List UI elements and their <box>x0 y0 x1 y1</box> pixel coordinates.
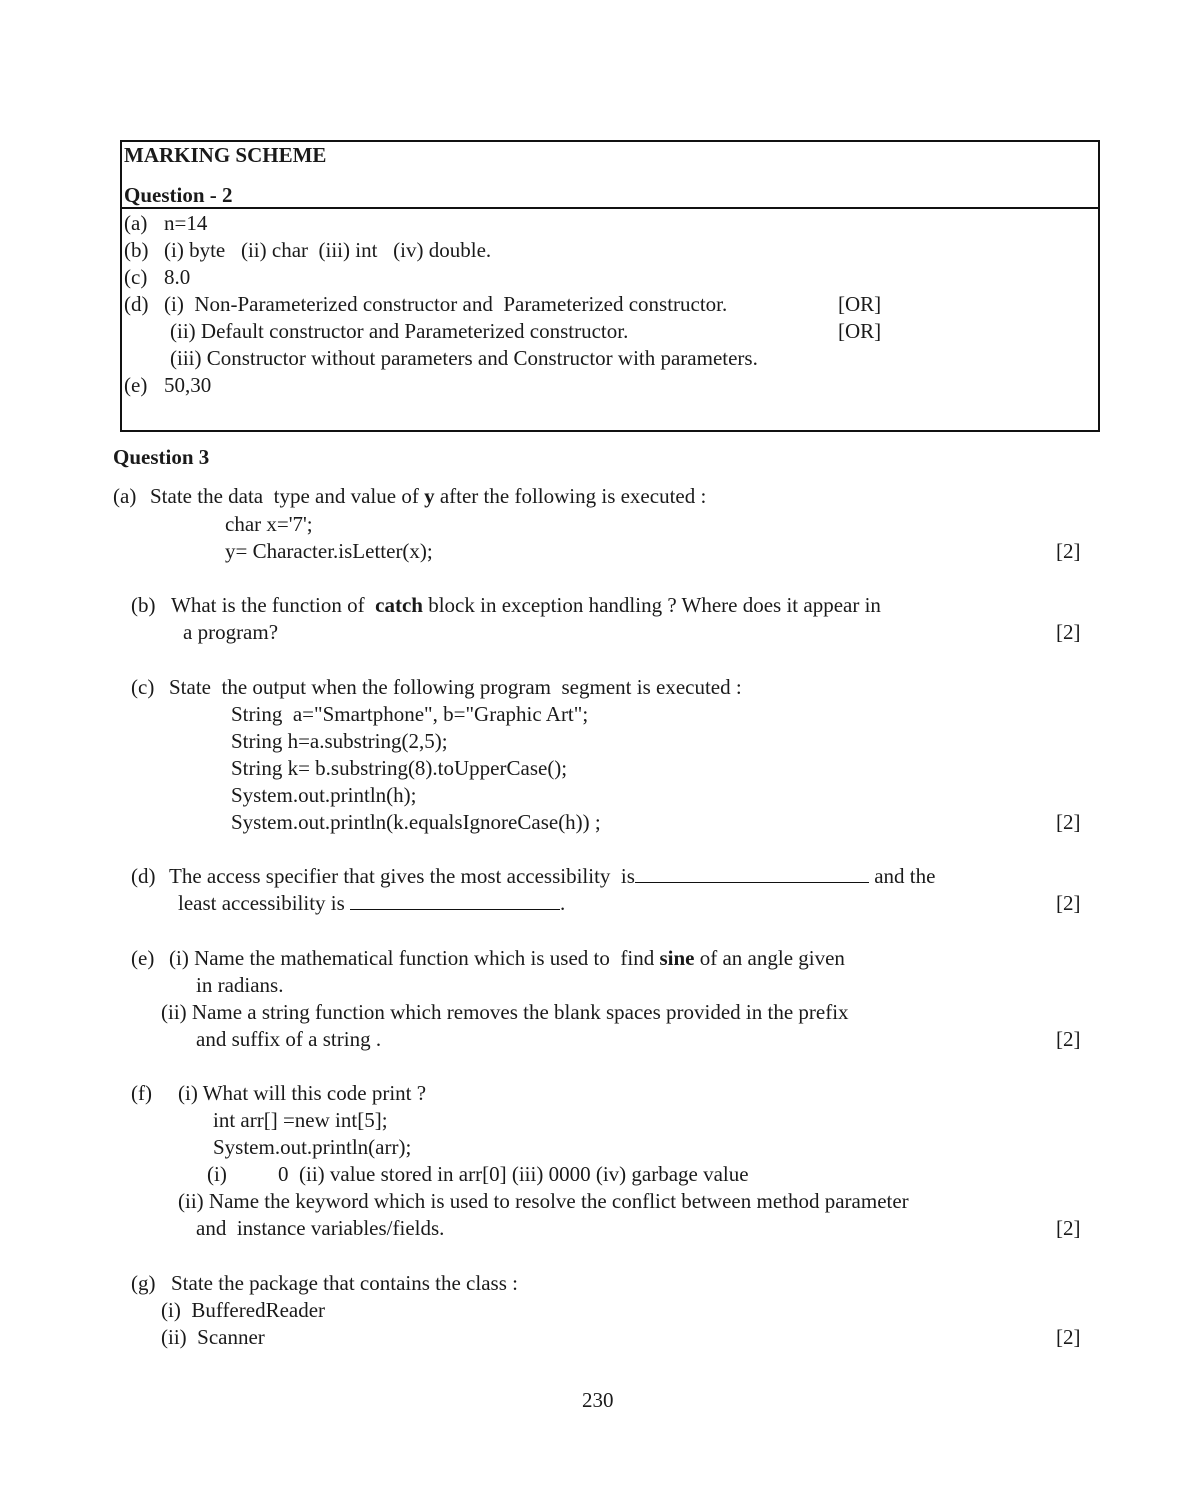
question-2-heading: Question - 2 <box>124 183 233 207</box>
q3-d-marks: [2] <box>1056 891 1081 915</box>
question-3-heading: Question 3 <box>113 445 210 469</box>
q3-f-options: 0 (ii) value stored in arr[0] (iii) 0000 (iv) garbage value <box>278 1162 749 1186</box>
q3-d-blank-2 <box>350 891 560 910</box>
q3-c-code-5: System.out.println(k.equalsIgnoreCase(h)) ; <box>231 810 601 834</box>
q3-g-ii: (ii) Scanner <box>161 1325 265 1349</box>
q3-d-blank-1 <box>635 864 869 883</box>
q3-e-ii-line-2: and suffix of a string . <box>196 1027 382 1051</box>
q3-d-line-2: least accessibility is . <box>178 891 566 915</box>
q3-b-label: (b) <box>131 593 156 617</box>
marking-scheme-title: MARKING SCHEME <box>124 143 327 167</box>
ms-d-or-1: [OR] <box>838 292 882 316</box>
page-number: 230 <box>582 1388 614 1412</box>
q3-f-ii-line-2: and instance variables/fields. <box>196 1216 445 1240</box>
q3-b-text: What is the function of catch block in exception handling ? Where does it appear in <box>171 593 881 617</box>
ms-b-label: (b) <box>124 238 149 262</box>
q3-b-line-2: a program? <box>183 620 279 644</box>
ms-d-line2: (ii) Default constructor and Parameterized constructor. <box>170 319 629 343</box>
q3-f-i-line-1: (i) What will this code print ? <box>178 1081 427 1105</box>
q3-g-label: (g) <box>131 1271 156 1295</box>
q3-a-marks: [2] <box>1056 539 1081 563</box>
q3-e-ii-line-1: (ii) Name a string function which removes the blank spaces provided in the prefix <box>161 1000 849 1024</box>
ms-d-line3: (iii) Constructor without parameters and Constructor with parameters. <box>170 346 758 370</box>
ms-e-label: (e) <box>124 373 148 397</box>
q3-b-marks: [2] <box>1056 620 1081 644</box>
ms-d-label: (d) <box>124 292 149 316</box>
q3-c-marks: [2] <box>1056 810 1081 834</box>
q3-e-marks: [2] <box>1056 1027 1081 1051</box>
q3-e-label: (e) <box>131 946 155 970</box>
q3-f-code-2: System.out.println(arr); <box>213 1135 412 1159</box>
ms-d-or-2: [OR] <box>838 319 882 343</box>
ms-e-text: 50,30 <box>164 373 212 397</box>
q3-a-code-2: y= Character.isLetter(x); <box>225 539 433 563</box>
q3-a-code-1: char x='7'; <box>225 512 313 536</box>
q3-c-text: State the output when the following program segment is executed : <box>169 675 742 699</box>
ms-b-text: (i) byte (ii) char (iii) int (iv) double. <box>164 238 492 262</box>
q3-e-i-line-1: (i) Name the mathematical function which is used to find sine of an angle given <box>169 946 845 970</box>
q3-c-code-2: String h=a.substring(2,5); <box>231 729 448 753</box>
q3-c-code-4: System.out.println(h); <box>231 783 417 807</box>
q3-d-label: (d) <box>131 864 156 888</box>
q3-f-option-label: (i) <box>207 1162 227 1186</box>
q3-g-text: State the package that contains the class : <box>171 1271 518 1295</box>
q3-g-marks: [2] <box>1056 1325 1081 1349</box>
ms-c-text: 8.0 <box>164 265 191 289</box>
q3-c-code-3: String k= b.substring(8).toUpperCase(); <box>231 756 568 780</box>
q3-f-ii-line-1: (ii) Name the keyword which is used to resolve the conflict between method parameter <box>178 1189 909 1213</box>
q3-c-label: (c) <box>131 675 155 699</box>
q3-a-text: State the data type and value of y after the following is executed : <box>150 484 707 508</box>
q3-e-i-line-2: in radians. <box>196 973 284 997</box>
q3-c-code-1: String a="Smartphone", b="Graphic Art"; <box>231 702 589 726</box>
q3-g-i: (i) BufferedReader <box>161 1298 326 1322</box>
q3-f-label: (f) <box>131 1081 152 1105</box>
q3-f-code-1: int arr[] =new int[5]; <box>213 1108 388 1132</box>
ms-c-label: (c) <box>124 265 148 289</box>
q3-a-label: (a) <box>113 484 137 508</box>
q3-d-text: The access specifier that gives the most accessibility is and the <box>169 864 936 888</box>
ms-a-label: (a) <box>124 211 148 235</box>
ms-d-line1: (i) Non-Parameterized constructor and Parameterized constructor. <box>164 292 728 316</box>
ms-a-text: n=14 <box>164 211 208 235</box>
q3-f-marks: [2] <box>1056 1216 1081 1240</box>
